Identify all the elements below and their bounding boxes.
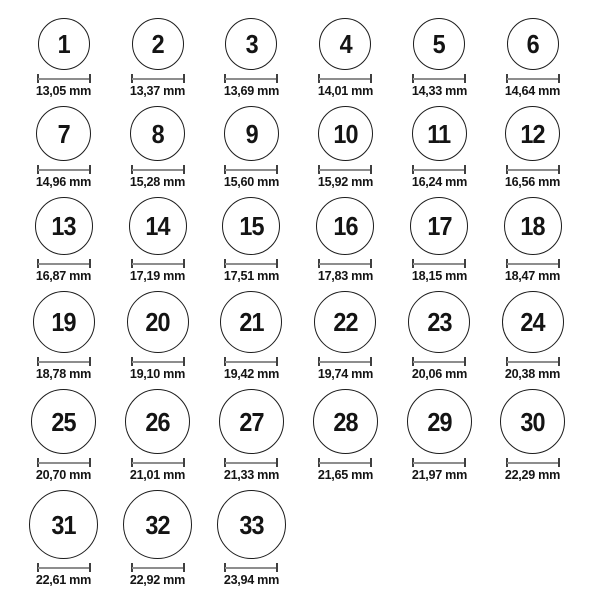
diameter-label: 16,24 mm <box>411 174 467 189</box>
ring-circle <box>222 197 280 255</box>
chart-row <box>17 291 580 381</box>
ring-size-number: 4 <box>339 29 352 59</box>
measure-bar <box>225 462 277 464</box>
diameter-label: 21,97 mm <box>411 467 467 482</box>
ring-size-cell <box>392 106 486 189</box>
ring-size-number: 26 <box>145 406 170 437</box>
ring-circle <box>132 18 184 70</box>
diameter-measure-line <box>131 259 185 268</box>
measure-bar <box>38 169 90 171</box>
diameter-measure-line <box>37 165 91 174</box>
diameter-label: 13,69 mm <box>223 83 280 98</box>
measure-bar <box>413 361 465 363</box>
ring-circle <box>413 18 465 70</box>
diameter-label: 17,83 mm <box>317 268 373 283</box>
ring-circle <box>129 197 187 255</box>
measure-bar <box>413 263 465 265</box>
ring-circle <box>35 197 93 255</box>
diameter-label: 20,70 mm <box>36 467 92 482</box>
diameter-measure-line <box>412 259 466 268</box>
diameter-label: 22,29 mm <box>505 467 561 482</box>
ring-circle <box>319 18 371 70</box>
diameter-label: 20,38 mm <box>505 366 561 381</box>
diameter-measure-line <box>506 259 560 268</box>
diameter-label: 15,92 mm <box>317 174 373 189</box>
diameter-label: 16,87 mm <box>36 268 92 283</box>
ring-circle <box>314 291 376 353</box>
ring-size-number: 29 <box>426 406 452 437</box>
diameter-label: 13,05 mm <box>36 83 92 98</box>
measure-bar <box>413 462 465 464</box>
ring-size-cell <box>205 389 299 482</box>
diameter-measure-line <box>224 357 278 366</box>
diameter-label: 14,33 mm <box>411 83 467 98</box>
measure-bar <box>507 263 559 265</box>
measure-bar <box>132 567 184 569</box>
ring-size-number: 24 <box>520 307 545 337</box>
ring-circle <box>500 389 565 454</box>
diameter-label: 14,01 mm <box>317 83 373 98</box>
ring-size-cell <box>17 490 111 587</box>
ring-circle <box>412 106 467 161</box>
ring-size-cell <box>298 18 392 98</box>
measure-bar <box>38 462 90 464</box>
diameter-measure-line <box>37 259 91 268</box>
ring-circle <box>410 197 468 255</box>
ring-size-cell <box>205 197 299 283</box>
diameter-label: 15,60 mm <box>223 174 280 189</box>
diameter-label: 20,06 mm <box>411 366 467 381</box>
ring-circle <box>407 389 472 454</box>
ring-circle <box>505 106 560 161</box>
diameter-label: 13,37 mm <box>130 83 186 98</box>
measure-bar <box>225 567 277 569</box>
ring-size-number: 9 <box>245 118 258 149</box>
ring-size-number: 20 <box>145 307 170 337</box>
diameter-measure-line <box>224 165 278 174</box>
measure-bar <box>132 78 184 80</box>
ring-size-number: 5 <box>433 29 446 59</box>
measure-bar <box>132 263 184 265</box>
ring-circle <box>313 389 378 454</box>
measure-bar <box>225 78 277 80</box>
measure-bar <box>132 462 184 464</box>
ring-size-cell <box>298 291 392 381</box>
measure-bar <box>507 462 559 464</box>
diameter-label: 14,96 mm <box>36 174 92 189</box>
ring-size-number: 13 <box>51 211 76 241</box>
diameter-measure-line <box>37 74 91 83</box>
diameter-measure-line <box>318 74 372 83</box>
ring-size-cell <box>205 291 299 381</box>
diameter-label: 19,42 mm <box>223 366 280 381</box>
measure-bar <box>319 169 371 171</box>
ring-circle <box>225 18 277 70</box>
measure-bar <box>413 169 465 171</box>
diameter-measure-line <box>318 357 372 366</box>
measure-bar <box>319 263 371 265</box>
ring-size-cell <box>111 389 205 482</box>
ring-size-cell <box>111 106 205 189</box>
ring-size-number: 23 <box>426 307 452 337</box>
diameter-measure-line <box>131 74 185 83</box>
measure-bar <box>38 361 90 363</box>
diameter-measure-line <box>224 563 278 572</box>
ring-size-cell <box>17 291 111 381</box>
ring-circle <box>29 490 98 559</box>
ring-size-number: 7 <box>57 118 70 149</box>
ring-circle <box>130 106 185 161</box>
ring-size-number: 6 <box>526 29 539 59</box>
ring-size-cell <box>486 18 580 98</box>
measure-bar <box>507 78 559 80</box>
diameter-measure-line <box>506 165 560 174</box>
ring-size-cell <box>392 389 486 482</box>
diameter-measure-line <box>506 357 560 366</box>
ring-size-number: 33 <box>239 509 264 540</box>
ring-size-number: 16 <box>333 211 358 241</box>
ring-circle <box>408 291 470 353</box>
diameter-measure-line <box>224 458 278 467</box>
ring-circle <box>217 490 286 559</box>
ring-size-number: 21 <box>239 307 264 337</box>
measure-bar <box>507 361 559 363</box>
diameter-label: 17,51 mm <box>223 268 280 283</box>
diameter-label: 16,56 mm <box>505 174 561 189</box>
ring-circle <box>318 106 373 161</box>
ring-size-number: 11 <box>427 118 451 149</box>
ring-circle <box>502 291 564 353</box>
ring-size-number: 1 <box>57 29 70 59</box>
ring-size-cell <box>298 106 392 189</box>
ring-size-cell <box>392 291 486 381</box>
ring-circle <box>507 18 559 70</box>
diameter-label: 22,61 mm <box>36 572 92 587</box>
diameter-measure-line <box>318 458 372 467</box>
diameter-measure-line <box>131 458 185 467</box>
ring-size-cell <box>205 106 299 189</box>
diameter-measure-line <box>318 165 372 174</box>
ring-size-cell <box>298 389 392 482</box>
ring-size-cell <box>298 197 392 283</box>
chart-row <box>17 389 580 482</box>
measure-bar <box>413 78 465 80</box>
diameter-measure-line <box>412 458 466 467</box>
diameter-measure-line <box>224 74 278 83</box>
measure-bar <box>225 263 277 265</box>
ring-size-number: 28 <box>333 406 358 437</box>
ring-circle <box>123 490 192 559</box>
ring-size-cell <box>486 106 580 189</box>
measure-bar <box>507 169 559 171</box>
ring-size-cell <box>111 18 205 98</box>
ring-circle <box>127 291 189 353</box>
diameter-label: 15,28 mm <box>130 174 186 189</box>
diameter-measure-line <box>131 357 185 366</box>
ring-size-cell <box>111 490 205 587</box>
diameter-measure-line <box>131 563 185 572</box>
ring-circle <box>219 389 284 454</box>
ring-size-number: 8 <box>151 118 164 149</box>
ring-size-cell <box>205 490 299 587</box>
diameter-measure-line <box>37 563 91 572</box>
diameter-measure-line <box>506 458 560 467</box>
ring-size-number: 17 <box>426 211 452 241</box>
diameter-label: 23,94 mm <box>223 572 280 587</box>
diameter-label: 18,15 mm <box>411 268 467 283</box>
ring-circle <box>125 389 190 454</box>
diameter-label: 14,64 mm <box>505 83 561 98</box>
ring-circle <box>38 18 90 70</box>
measure-bar <box>319 78 371 80</box>
ring-size-number: 10 <box>333 118 358 149</box>
diameter-label: 22,92 mm <box>130 572 186 587</box>
diameter-label: 19,74 mm <box>317 366 373 381</box>
ring-size-number: 32 <box>145 509 170 540</box>
ring-size-cell <box>111 197 205 283</box>
diameter-measure-line <box>412 165 466 174</box>
ring-size-cell <box>486 291 580 381</box>
diameter-measure-line <box>412 74 466 83</box>
measure-bar <box>319 361 371 363</box>
ring-size-cell <box>111 291 205 381</box>
ring-size-cell <box>17 18 111 98</box>
diameter-label: 18,78 mm <box>36 366 92 381</box>
diameter-measure-line <box>131 165 185 174</box>
measure-bar <box>38 263 90 265</box>
ring-size-cell <box>392 197 486 283</box>
ring-size-number: 22 <box>333 307 358 337</box>
measure-bar <box>319 462 371 464</box>
measure-bar <box>132 169 184 171</box>
ring-size-number: 15 <box>239 211 264 241</box>
measure-bar <box>38 78 90 80</box>
ring-size-cell <box>205 18 299 98</box>
ring-size-cell <box>392 18 486 98</box>
ring-circle <box>504 197 562 255</box>
diameter-label: 19,10 mm <box>130 366 186 381</box>
diameter-measure-line <box>224 259 278 268</box>
chart-row <box>17 490 580 587</box>
ring-circle <box>33 291 95 353</box>
diameter-measure-line <box>318 259 372 268</box>
diameter-label: 21,01 mm <box>130 467 186 482</box>
ring-circle <box>31 389 96 454</box>
ring-size-number: 2 <box>151 29 164 59</box>
ring-size-cell <box>17 389 111 482</box>
measure-bar <box>132 361 184 363</box>
ring-circle <box>36 106 91 161</box>
ring-circle <box>316 197 374 255</box>
ring-size-number: 27 <box>239 406 264 437</box>
diameter-label: 21,33 mm <box>223 467 280 482</box>
ring-circle <box>224 106 279 161</box>
ring-circle <box>220 291 282 353</box>
ring-size-number: 31 <box>51 509 76 540</box>
diameter-measure-line <box>412 357 466 366</box>
diameter-label: 17,19 mm <box>130 268 186 283</box>
chart-row <box>17 18 580 98</box>
ring-size-number: 25 <box>51 406 76 437</box>
measure-bar <box>225 169 277 171</box>
measure-bar <box>225 361 277 363</box>
measure-bar <box>38 567 90 569</box>
ring-size-number: 14 <box>145 211 170 241</box>
chart-row <box>17 197 580 283</box>
diameter-label: 18,47 mm <box>505 268 561 283</box>
ring-size-number: 12 <box>520 118 545 149</box>
ring-size-number: 3 <box>245 29 258 59</box>
ring-size-cell <box>17 106 111 189</box>
diameter-measure-line <box>37 458 91 467</box>
ring-size-cell <box>17 197 111 283</box>
ring-size-cell <box>486 197 580 283</box>
ring-size-number: 30 <box>520 406 545 437</box>
diameter-measure-line <box>37 357 91 366</box>
ring-size-cell <box>486 389 580 482</box>
diameter-label: 21,65 mm <box>317 467 373 482</box>
chart-row <box>17 106 580 189</box>
ring-size-number: 18 <box>520 211 545 241</box>
ring-size-number: 19 <box>51 307 76 337</box>
diameter-measure-line <box>506 74 560 83</box>
